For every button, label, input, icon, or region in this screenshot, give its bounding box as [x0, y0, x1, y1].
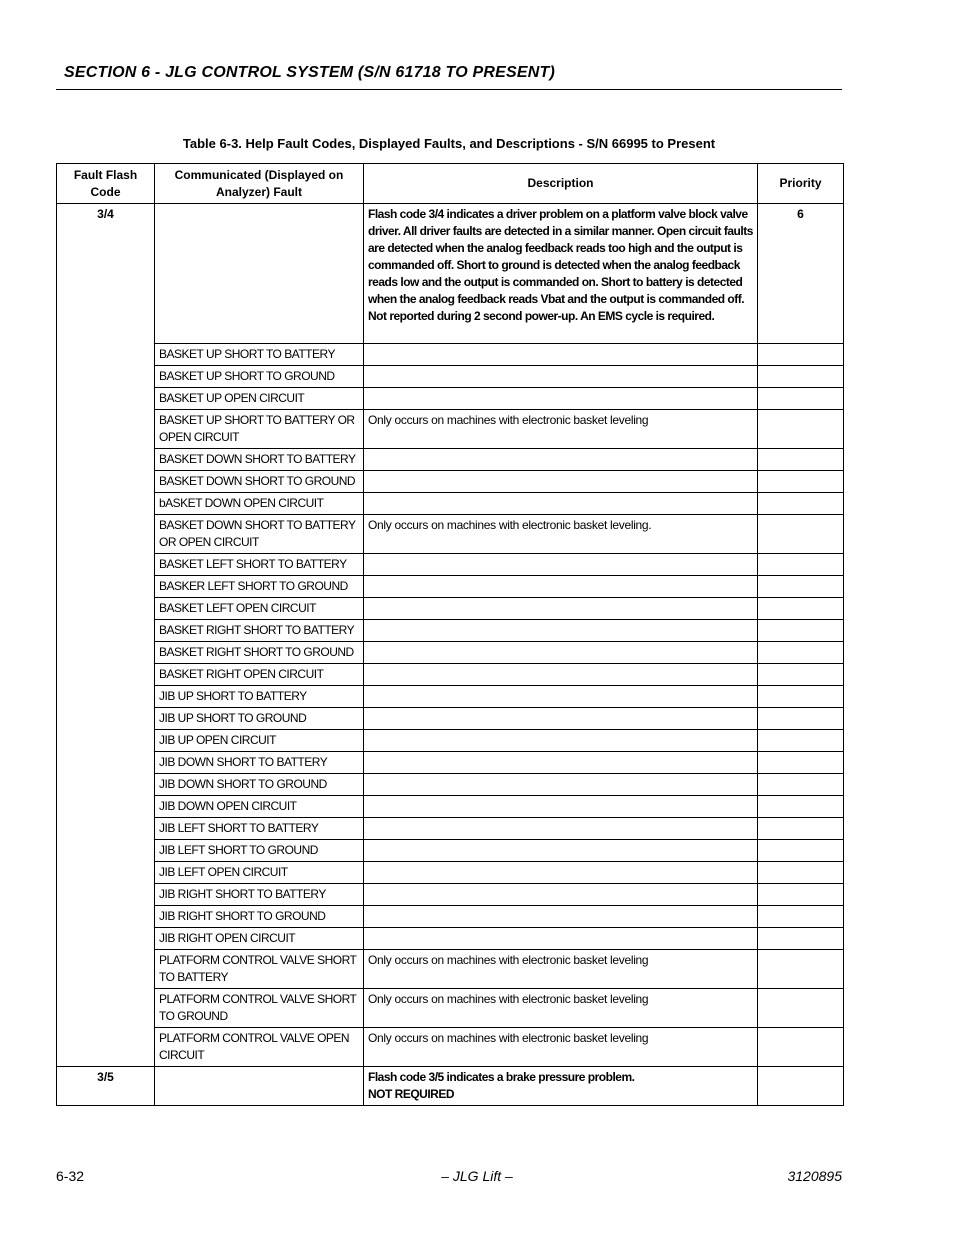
priority-cell: 6	[758, 204, 844, 344]
fault-cell: BASKET LEFT SHORT TO BATTERY	[155, 554, 364, 576]
table-row	[57, 862, 844, 884]
description-cell	[364, 862, 758, 884]
priority-cell	[758, 989, 844, 1028]
description-cell	[364, 493, 758, 515]
table-row	[57, 493, 844, 515]
priority-cell	[758, 1028, 844, 1067]
table-row	[57, 1028, 844, 1067]
flash-code-cell: 3/4	[57, 204, 155, 1067]
description-cell: Only occurs on machines with electronic basket leveling	[364, 989, 758, 1028]
priority-cell	[758, 708, 844, 730]
description-cell	[364, 366, 758, 388]
fault-cell: BASKET DOWN SHORT TO GROUND	[155, 471, 364, 493]
priority-cell	[758, 906, 844, 928]
priority-cell	[758, 840, 844, 862]
fault-cell: BASKET DOWN SHORT TO BATTERY OR OPEN CIRCUIT	[155, 515, 364, 554]
fault-cell: PLATFORM CONTROL VALVE SHORT TO GROUND	[155, 989, 364, 1028]
fault-cell: BASKET UP SHORT TO GROUND	[155, 366, 364, 388]
description-cell: Flash code 3/4 indicates a driver problem on a platform valve block valve driver. All driver faults are detected in a similar manner. Open circuit faults are detected when the analog feedback reads too high and the output is commanded off. Short to ground is detected when the analog feedback reads low and the output is commanded on. Short to battery is detected when the analog feedback reads Vbat and the output is commanded off. Not reported during 2 second power-up. An EMS cycle is required.	[364, 204, 758, 344]
fault-cell: PLATFORM CONTROL VALVE SHORT TO BATTERY	[155, 950, 364, 989]
table-row	[57, 752, 844, 774]
fault-cell	[155, 1067, 364, 1106]
fault-cell: BASKET RIGHT SHORT TO BATTERY	[155, 620, 364, 642]
table-row	[57, 884, 844, 906]
fault-cell: JIB UP OPEN CIRCUIT	[155, 730, 364, 752]
priority-cell	[758, 774, 844, 796]
description-cell	[364, 818, 758, 840]
fault-cell: BASKET UP SHORT TO BATTERY OR OPEN CIRCUIT	[155, 410, 364, 449]
fault-codes-table	[56, 163, 844, 1106]
table-row	[57, 576, 844, 598]
priority-cell	[758, 862, 844, 884]
table-row	[57, 598, 844, 620]
priority-cell	[758, 686, 844, 708]
section-title: SECTION 6 - JLG CONTROL SYSTEM (S/N 61718 TO PRESENT)	[64, 64, 555, 81]
table-row	[57, 950, 844, 989]
priority-cell	[758, 366, 844, 388]
fault-cell: JIB UP SHORT TO BATTERY	[155, 686, 364, 708]
column-header-flash-code: Fault Flash Code	[57, 164, 155, 204]
description-cell	[364, 344, 758, 366]
table-row	[57, 664, 844, 686]
description-cell	[364, 752, 758, 774]
priority-cell	[758, 730, 844, 752]
fault-cell: JIB RIGHT SHORT TO GROUND	[155, 906, 364, 928]
flash-code-cell: 3/5	[57, 1067, 155, 1106]
priority-cell	[758, 576, 844, 598]
priority-cell	[758, 642, 844, 664]
table-row	[57, 796, 844, 818]
description-cell: Only occurs on machines with electronic basket leveling	[364, 1028, 758, 1067]
fault-cell: JIB DOWN SHORT TO GROUND	[155, 774, 364, 796]
description-cell	[364, 554, 758, 576]
fault-cell: JIB LEFT OPEN CIRCUIT	[155, 862, 364, 884]
fault-cell: JIB DOWN SHORT TO BATTERY	[155, 752, 364, 774]
column-header-fault: Communicated (Displayed on Analyzer) Fault	[155, 164, 364, 204]
description-cell	[364, 796, 758, 818]
fault-cell: BASKER LEFT SHORT TO GROUND	[155, 576, 364, 598]
description-cell	[364, 471, 758, 493]
priority-cell	[758, 598, 844, 620]
table-row	[57, 554, 844, 576]
table-header-row	[57, 164, 844, 204]
priority-cell	[758, 554, 844, 576]
page-number: 6-32	[56, 1168, 85, 1184]
table-row	[57, 344, 844, 366]
fault-cell: BASKET RIGHT OPEN CIRCUIT	[155, 664, 364, 686]
description-cell	[364, 686, 758, 708]
fault-cell: BASKET RIGHT SHORT TO GROUND	[155, 642, 364, 664]
description-cell	[364, 642, 758, 664]
table-row	[57, 708, 844, 730]
publisher-footer: – JLG Lift –	[441, 1168, 513, 1184]
description-cell	[364, 576, 758, 598]
table-caption: Table 6-3. Help Fault Codes, Displayed Faults, and Descriptions - S/N 66995 to Present	[182, 136, 716, 151]
table-row	[57, 928, 844, 950]
priority-cell	[758, 410, 844, 449]
fault-cell: bASKET DOWN OPEN CIRCUIT	[155, 493, 364, 515]
priority-cell	[758, 515, 844, 554]
table-body	[57, 204, 844, 1067]
priority-cell	[758, 928, 844, 950]
description-cell	[364, 928, 758, 950]
description-cell: Only occurs on machines with electronic basket leveling	[364, 410, 758, 449]
description-cell	[364, 1067, 758, 1106]
table-row	[57, 471, 844, 493]
description-cell	[364, 620, 758, 642]
fault-cell: JIB RIGHT OPEN CIRCUIT	[155, 928, 364, 950]
column-header-priority: Priority	[758, 164, 844, 204]
fault-cell	[155, 204, 364, 344]
header-rule	[56, 89, 842, 90]
fault-cell: JIB LEFT SHORT TO GROUND	[155, 840, 364, 862]
table-row	[57, 818, 844, 840]
fault-cell: BASKET UP OPEN CIRCUIT	[155, 388, 364, 410]
fault-cell: BASKET UP SHORT TO BATTERY	[155, 344, 364, 366]
description-cell	[364, 906, 758, 928]
table-row	[57, 642, 844, 664]
table-row	[57, 730, 844, 752]
priority-cell	[758, 818, 844, 840]
description-cell	[364, 708, 758, 730]
table-row	[57, 906, 844, 928]
description-cell	[364, 449, 758, 471]
table-row	[57, 620, 844, 642]
priority-cell	[758, 1067, 844, 1106]
description-cell	[364, 388, 758, 410]
description-cell	[364, 884, 758, 906]
table-row	[57, 449, 844, 471]
priority-cell	[758, 493, 844, 515]
fault-cell: JIB DOWN OPEN CIRCUIT	[155, 796, 364, 818]
table-row	[57, 515, 844, 554]
priority-cell	[758, 884, 844, 906]
table-row	[57, 388, 844, 410]
document-number: 3120895	[787, 1168, 842, 1184]
description-cell: Only occurs on machines with electronic basket leveling.	[364, 515, 758, 554]
priority-cell	[758, 796, 844, 818]
description-cell	[364, 598, 758, 620]
description-cell	[364, 840, 758, 862]
priority-cell	[758, 344, 844, 366]
priority-cell	[758, 950, 844, 989]
fault-cell: BASKET LEFT OPEN CIRCUIT	[155, 598, 364, 620]
description-cell: Only occurs on machines with electronic basket leveling	[364, 950, 758, 989]
description-cell	[364, 664, 758, 686]
fault-cell: JIB UP SHORT TO GROUND	[155, 708, 364, 730]
priority-cell	[758, 388, 844, 410]
fault-cell: JIB LEFT SHORT TO BATTERY	[155, 818, 364, 840]
table-row	[57, 989, 844, 1028]
priority-cell	[758, 620, 844, 642]
fault-cell: PLATFORM CONTROL VALVE OPEN CIRCUIT	[155, 1028, 364, 1067]
table-row	[57, 774, 844, 796]
table-row	[57, 686, 844, 708]
priority-cell	[758, 664, 844, 686]
description-cell	[364, 774, 758, 796]
table-body-group-35	[57, 1067, 844, 1106]
priority-cell	[758, 471, 844, 493]
description-cell	[364, 730, 758, 752]
table-row	[57, 204, 844, 344]
fault-cell: BASKET DOWN SHORT TO BATTERY	[155, 449, 364, 471]
table-row	[57, 840, 844, 862]
table-row	[57, 410, 844, 449]
description-note: NOT REQUIRED	[368, 1087, 455, 1101]
priority-cell	[758, 449, 844, 471]
column-header-description: Description	[364, 164, 758, 204]
table-row	[57, 366, 844, 388]
description-line: Flash code 3/5 indicates a brake pressure problem.	[368, 1070, 635, 1084]
table-row	[57, 1067, 844, 1106]
priority-cell	[758, 752, 844, 774]
fault-cell: JIB RIGHT SHORT TO BATTERY	[155, 884, 364, 906]
